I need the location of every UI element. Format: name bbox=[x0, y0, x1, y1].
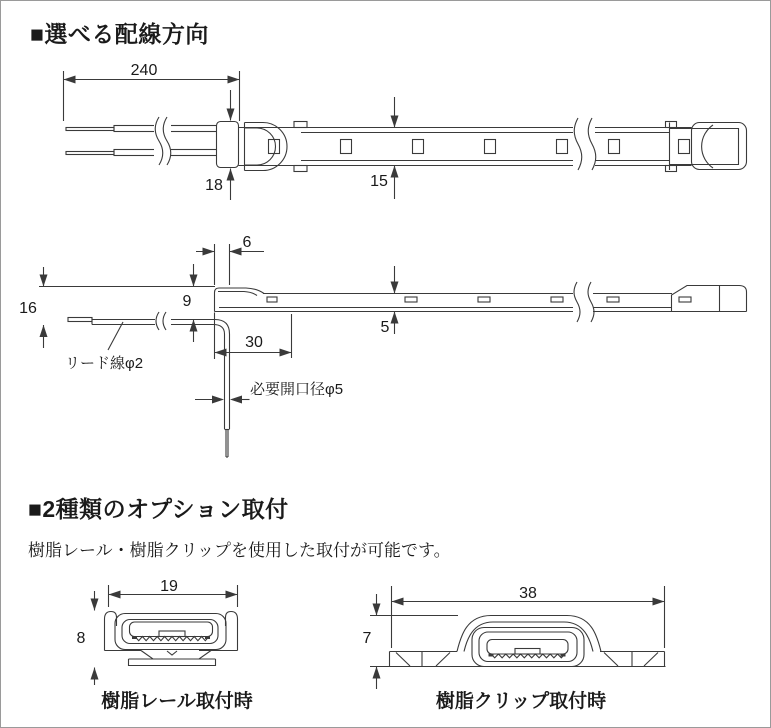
clip-mount-caption: 樹脂クリップ取付時 bbox=[435, 691, 607, 712]
dim-16-label: 16 bbox=[19, 300, 37, 317]
lead-wire-side bbox=[68, 312, 230, 457]
opening-diameter-label: 必要開口径φ5 bbox=[250, 381, 344, 398]
rail-mount-drawing bbox=[77, 578, 238, 685]
led-chip-side bbox=[679, 297, 691, 302]
led-chip bbox=[413, 140, 424, 154]
dim-15-label: 15 bbox=[370, 173, 388, 190]
dim-240-label: 240 bbox=[130, 62, 158, 79]
lead-wires bbox=[66, 116, 217, 166]
dim-6-label: 6 bbox=[242, 234, 252, 251]
led-chip bbox=[341, 140, 352, 154]
led-chip bbox=[485, 140, 496, 154]
rail-profile bbox=[105, 612, 238, 666]
dim-19-label: 19 bbox=[160, 578, 178, 595]
led-chip-side bbox=[551, 297, 563, 302]
dim-7-label: 7 bbox=[362, 630, 372, 647]
dim-18-label: 18 bbox=[205, 177, 223, 194]
lead-wire-leader-line bbox=[108, 322, 123, 350]
lead-wire-label: リード線φ2 bbox=[65, 355, 144, 372]
led-chip bbox=[609, 140, 620, 154]
option-mount-description: 樹脂レール・樹脂クリップを使用した取付が可能です。 bbox=[28, 541, 451, 560]
dim-5-label: 5 bbox=[380, 319, 390, 336]
dim-30-label: 30 bbox=[245, 334, 263, 351]
dimension-7 bbox=[370, 594, 458, 689]
led-chip bbox=[269, 140, 280, 154]
strip-profile bbox=[215, 282, 747, 322]
dim-8-label: 8 bbox=[76, 630, 86, 647]
top-view-drawing bbox=[64, 62, 747, 200]
technical-drawings bbox=[1, 1, 770, 727]
end-cap-side bbox=[672, 286, 747, 312]
serration bbox=[135, 637, 209, 641]
led-chip-side bbox=[478, 297, 490, 302]
dim-38-label: 38 bbox=[519, 585, 537, 602]
clip-mount-drawing bbox=[363, 585, 666, 689]
strip-body bbox=[239, 118, 747, 172]
rail-mount-caption: 樹脂レール取付時 bbox=[101, 691, 253, 712]
led-chip-side bbox=[607, 297, 619, 302]
led-chip-side bbox=[405, 297, 417, 302]
clip-profile bbox=[387, 616, 666, 667]
section-title-option-mount: ■2種類のオプション取付 bbox=[28, 496, 289, 522]
dim-9-label: 9 bbox=[182, 293, 192, 310]
led-chip bbox=[557, 140, 568, 154]
arrowheads bbox=[91, 591, 238, 680]
connector-block bbox=[217, 122, 239, 168]
led-chip bbox=[679, 140, 690, 154]
section-title-wiring-direction: ■選べる配線方向 bbox=[30, 21, 209, 47]
serration bbox=[491, 654, 565, 658]
side-view-drawing bbox=[19, 234, 746, 457]
